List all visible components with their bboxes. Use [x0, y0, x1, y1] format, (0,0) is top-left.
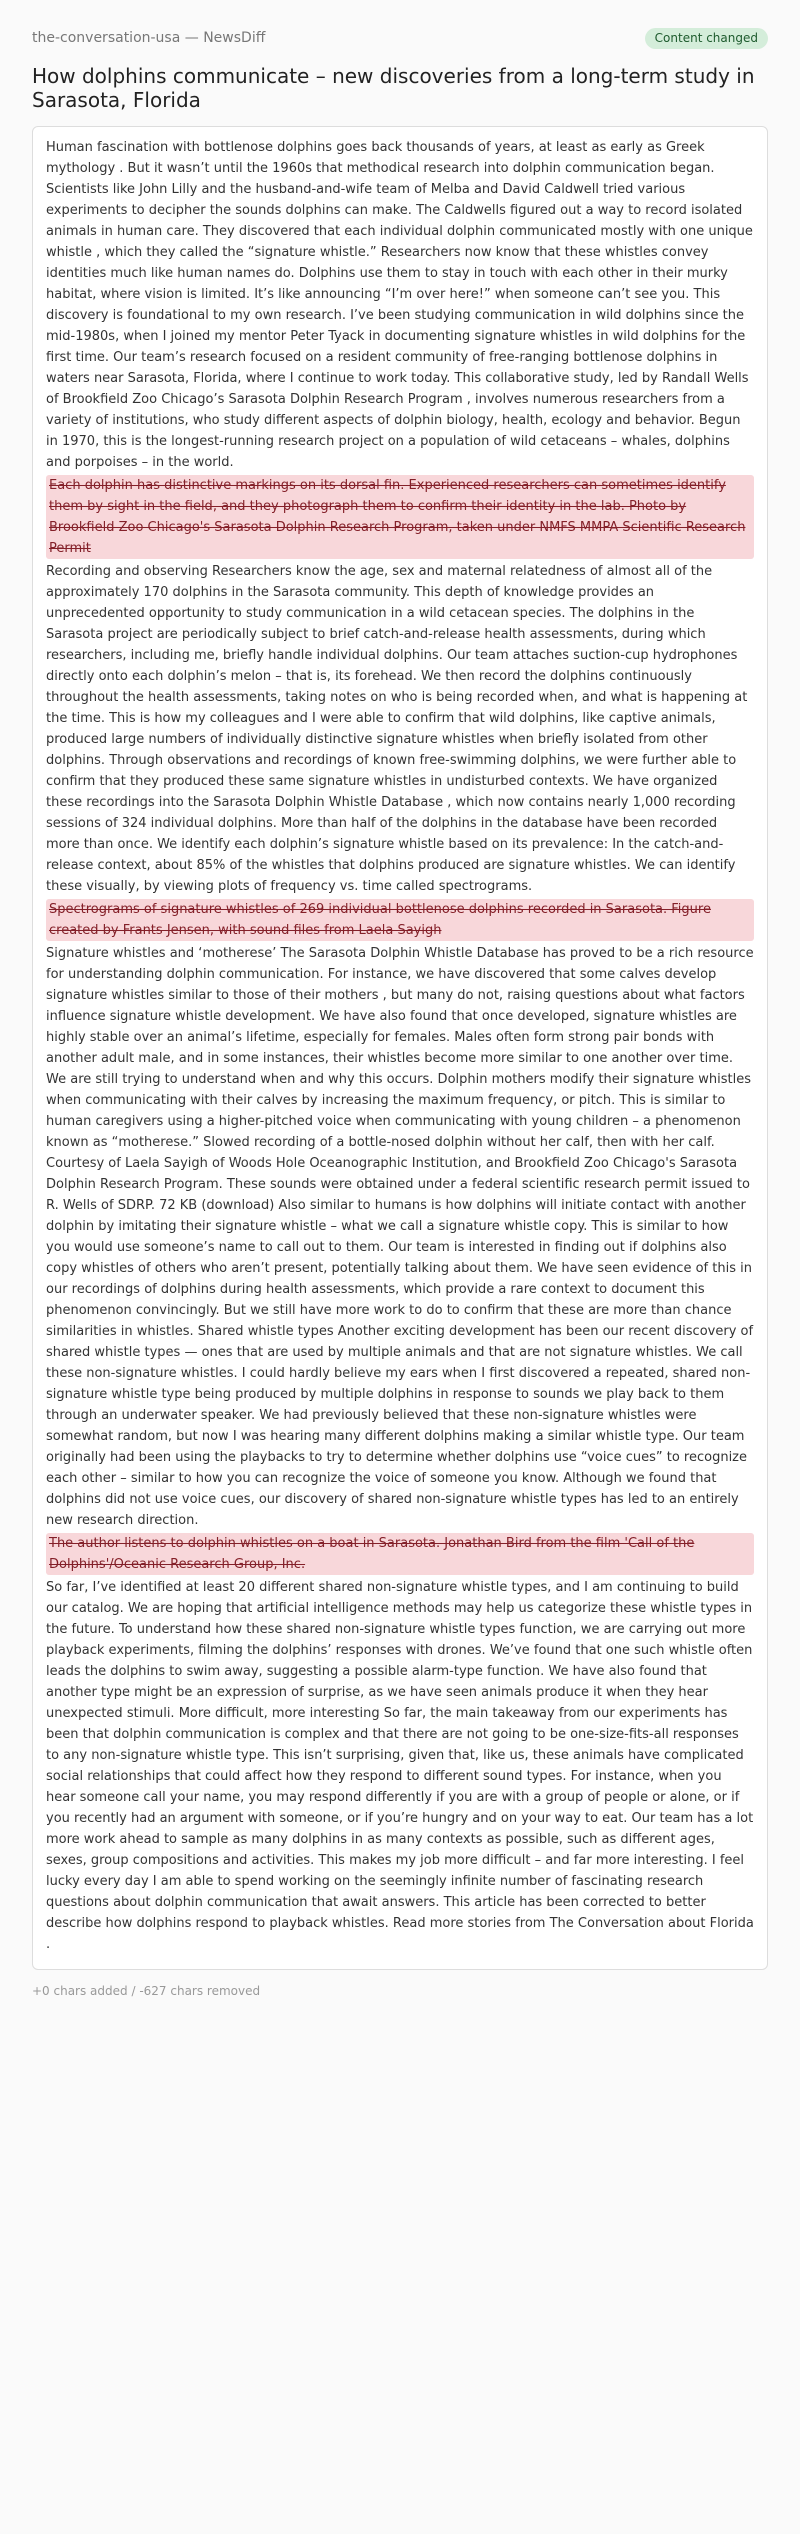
diff-block-unchanged: Signature whistles and ‘motherese’ The Sarasota Dolphin Whistle Database has proved to be a rich resource for understanding dolphin communication. For instance, we have discovered that some calves develop signature whistles similar to those of their mothers , but many do not, raising questions about what factors influence signature whistle development. We have also found that once developed, signature whistles are highly stable over an animal’s lifetime, especially for females. Males often form strong pair bonds with another adult male, and in some instances, their whistles become more similar to one another over time. We are still trying to understand when and why this occurs. Dolphin mothers modify their signature whistles when communicating with their calves by increasing the maximum frequency, or pitch. This is similar to human caregivers using a higher-pitched voice when communicating with young children – a phenomenon known as “motherese.” Slowed recording of a bottle-nosed dolphin without her calf, then with her calf. Courtesy of Laela Sayigh of Woods Hole Oceanographic Institution, and Brookfield Zoo Chicago's Sarasota Dolphin Research Program. These sounds were obtained under a federal scientific research permit issued to R. Wells of SDRP. 72 KB (download) Also similar to humans is how dolphins will initiate contact with another dolphin by imitating their signature whistle – what we call a signature whistle copy. This is similar to how you would use someone’s name to call out to them. Our team is interested in finding out if dolphins also copy whistles of others who aren’t present, potentially talking about them. We have seen evidence of this in our recordings of dolphins during health assessments, which provide a rare context to document this phenomenon convincingly. But we still have more work to do to confirm that these are more than chance similarities in whistles. Shared whistle types Another exciting development has been our recent discovery of shared whistle types — ones that are used by multiple animals and that are not signature whistles. We call these non-signature whistles. I could hardly believe my ears when I first discovered a repeated, shared non-signature whistle type being produced by multiple dolphins in response to sounds we play back to them through an underwater speaker. We had previously believed that these non-signature whistles were somewhat random, but now I was hearing many different dolphins making a similar whistle type. Our team originally had been using the playbacks to try to determine whether dolphins use “voice cues” to recognize each other – similar to how you can recognize the voice of someone you know. Although we found that dolphins did not use voice cues, our discovery of shared non-signature whistle types has led to an entirely new research direction.	[46, 946, 754, 1528]
diff-stats: +0 chars added / -627 chars removed	[32, 1984, 261, 1998]
diff-block-removed: The author listens to dolphin whistles on a boat in Sarasota. Jonathan Bird from the film 'Call of the Dolphins'/Oceanic Research Group, Inc.	[46, 1533, 754, 1575]
diff-block-unchanged: Human fascination with bottlenose dolphins goes back thousands of years, at least as early as Greek mythology . But it wasn’t until the 1960s that methodical research into dolphin communication began. Scientists like John Lilly and the husband-and-wife team of Melba and David Caldwell tried various experiments to decipher the sounds dolphins can make. The Caldwells figured out a way to record isolated animals in human care. They discovered that each individual dolphin communicated mostly with one unique whistle , which they called the “signature whistle.” Researchers now know that these whistles convey identities much like human names do. Dolphins use them to stay in touch with each other in their murky habitat, where vision is limited. It’s like announcing “I’m over here!” when someone can’t see you. This discovery is foundational to my own research. I’ve been studying communication in wild dolphins since the mid-1980s, when I joined my mentor Peter Tyack in documenting signature whistles in wild dolphins for the first time. Our team’s research focused on a resident community of free-ranging bottlenose dolphins in waters near Sarasota, Florida, where I continue to work today. This collaborative study, led by Randall Wells of Brookfield Zoo Chicago’s Sarasota Dolphin Research Program , involves numerous researchers from a variety of institutions, who study different aspects of dolphin biology, health, ecology and behavior. Begun in 1970, this is the longest-running research project on a population of wild cetaceans – whales, dolphins and porpoises – in the world.	[46, 140, 753, 470]
status-badge: Content changed	[645, 28, 768, 49]
article-title: How dolphins communicate – new discoveries from a long-term study in Sarasota, Florida	[32, 64, 755, 112]
diff-block-removed: Spectrograms of signature whistles of 269 individual bottlenose dolphins recorded in Sarasota. Figure created by Frants Jensen, with sound files from Laela Sayigh	[46, 899, 754, 941]
source-label: the-conversation-usa — NewsDiff	[32, 30, 266, 46]
diff-block-unchanged: Recording and observing Researchers know the age, sex and maternal relatedness of almost all of the approximately 170 dolphins in the Sarasota community. This depth of knowledge provides an unprecedented opportunity to study communication in a wild cetacean species. The dolphins in the Sarasota project are periodically subject to brief catch-and-release health assessments, during which researchers, including me, briefly handle individual dolphins. Our team attaches suction-cup hydrophones directly onto each dolphin’s melon – that is, its forehead. We then record the dolphins continuously throughout the health assessments, taking notes on who is being recorded when, and what is happening at the time. This is how my colleagues and I were able to confirm that wild dolphins, like captive animals, produced large numbers of individually distinctive signature whistles when briefly isolated from other dolphins. Through observations and recordings of known free-swimming dolphins, we were further able to confirm that they produced these same signature whistles in undisturbed contexts. We have organized these recordings into the Sarasota Dolphin Whistle Database , which now contains nearly 1,000 recording sessions of 324 individual dolphins. More than half of the dolphins in the database have been recorded more than once. We identify each dolphin’s signature whistle based on its prevalence: In the catch-and-release context, about 85% of the whistles that dolphins produced are signature whistles. We can identify these visually, by viewing plots of frequency vs. time called spectrograms.	[46, 564, 748, 894]
top-bar	[32, 26, 768, 50]
diff-block-unchanged: So far, I’ve identified at least 20 different shared non-signature whistle types, and I am continuing to build our catalog. We are hoping that artificial intelligence methods may help us categorize these whistle types in the future. To understand how these shared non-signature whistle types function, we are carrying out more playback experiments, filming the dolphins’ responses with drones. We’ve found that one such whistle often leads the dolphins to swim away, suggesting a possible alarm-type function. We have also found that another type might be an expression of surprise, as we have seen animals produce it when they hear unexpected stimuli. More difficult, more interesting So far, the main takeaway from our experiments has been that dolphin communication is complex and that there are not going to be one-size-fits-all responses to any non-signature whistle type. This isn’t surprising, given that, like us, these animals have complicated social relationships that could affect how they respond to different sound types. For instance, when you hear someone call your name, you may respond differently if you are with a group of people or alone, or if you recently had an argument with someone, or if you’re hungry and on your way to eat. Our team has a lot more work ahead to sample as many dolphins in as many contexts as possible, such as different ages, sexes, group compositions and activities. This makes my job more difficult – and far more interesting. I feel lucky every day I am able to spend working on the seemingly infinite number of fascinating research questions about dolphin communication that await answers. This article has been corrected to better describe how dolphins respond to playback whistles. Read more stories from The Conversation about Florida .	[46, 1580, 754, 1952]
diff-block-removed: Each dolphin has distinctive markings on its dorsal fin. Experienced researchers can sometimes identify them by sight in the field, and they photograph them to confirm their identity in the lab. Photo by Brookfield Zoo Chicago's Sarasota Dolphin Research Program, taken under NMFS MMPA Scientific Research Permit	[46, 475, 754, 559]
diff-container	[32, 126, 768, 1970]
